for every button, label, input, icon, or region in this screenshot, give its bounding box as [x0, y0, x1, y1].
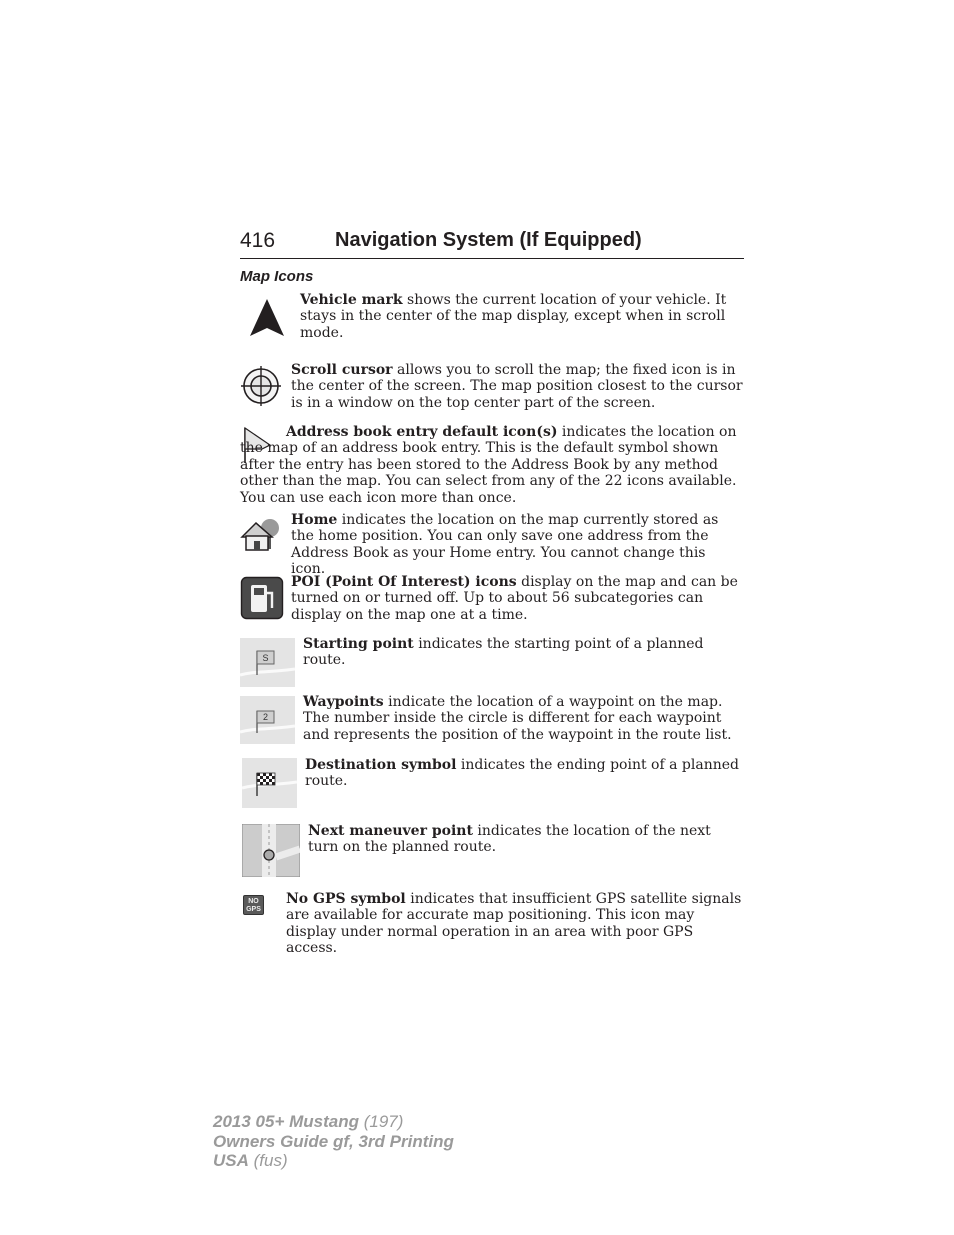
no-gps-label-top: NO — [248, 898, 259, 905]
entry-term: Waypoints — [303, 694, 384, 710]
starting-point-label: S — [262, 653, 269, 663]
no-gps-icon — [243, 895, 264, 915]
entry-text: indicates the ending point of a planned route. — [305, 757, 739, 790]
entry-term: Next maneuver point — [308, 823, 473, 839]
footer-model-code: (197) — [359, 1112, 404, 1131]
footer-model: 2013 05+ Mustang — [213, 1112, 359, 1131]
footer-market-code: (fus) — [248, 1151, 288, 1170]
page-title: Navigation System (If Equipped) — [335, 229, 642, 251]
entry-term: Scroll cursor — [291, 362, 393, 378]
header-rule — [240, 258, 744, 259]
entry-text: indicates the location of the next turn on the planned route. — [308, 823, 711, 856]
entry-waypoints — [303, 694, 744, 743]
entry-no-gps — [286, 891, 744, 957]
home-icon — [240, 517, 284, 553]
destination-flag-icon — [242, 758, 297, 808]
entry-poi — [291, 574, 744, 623]
entry-term: No GPS symbol — [286, 891, 406, 907]
entry-term: Home — [291, 512, 338, 528]
entry-text: indicates that insufficient GPS satellite signals are available for accurate map positioning. This icon may display under normal operation in an area with poor GPS access. — [286, 891, 742, 957]
footer — [213, 1112, 454, 1171]
entry-text: indicate the location of a waypoint on the map. The number inside the circle is different for each waypoint and represents the position of the waypoint in the route list. — [303, 694, 732, 743]
entry-term: Address book entry default icon(s) — [286, 424, 558, 440]
entry-term: POI (Point Of Interest) icons — [291, 574, 517, 590]
entry-vehicle-mark — [300, 292, 744, 341]
no-gps-label-bottom: GPS — [246, 906, 261, 913]
entry-term: Vehicle mark — [300, 292, 403, 308]
waypoint-label: 2 — [262, 712, 268, 722]
page-number: 416 — [240, 229, 276, 252]
entry-address-book — [240, 424, 744, 506]
entry-scroll-cursor — [291, 362, 744, 411]
entry-text: indicates the location on the map currently stored as the home position. You can only save one address from the Address Book as your Home entry. You cannot change this icon. — [291, 512, 719, 578]
entry-starting-point — [303, 636, 744, 669]
entry-term: Destination symbol — [305, 757, 457, 773]
footer-guide: Owners Guide gf, 3rd Printing — [213, 1131, 454, 1151]
footer-market: USA — [213, 1151, 249, 1170]
vehicle-mark-icon — [248, 298, 286, 338]
entry-text: display on the map and can be turned on or turned off. Up to about 56 subcategories can display on the map one at a time. — [291, 574, 738, 623]
entry-text: indicates the location on the map of an address book entry. This is the default symbol shown after the entry has been stored to the Address Book by any method other than the map. You can select from any of the 22 icons available. You can use each icon more than once. — [240, 424, 737, 506]
next-maneuver-icon — [242, 824, 300, 877]
poi-fuel-icon — [240, 576, 284, 620]
scroll-cursor-icon — [240, 365, 282, 407]
entry-text: allows you to scroll the map; the fixed icon is in the center of the screen. The map position closest to the cursor is in a window on the top center part of the screen. — [291, 362, 743, 411]
entry-text: shows the current location of your vehicle. It stays in the center of the map display, except when in scroll mode. — [300, 292, 727, 341]
entry-destination — [305, 757, 744, 790]
entry-next-maneuver — [308, 823, 744, 856]
entry-term: Starting point — [303, 636, 414, 652]
section-title: Map Icons — [240, 268, 314, 285]
entry-home — [291, 512, 744, 578]
entry-text: indicates the starting point of a planned route. — [303, 636, 704, 669]
